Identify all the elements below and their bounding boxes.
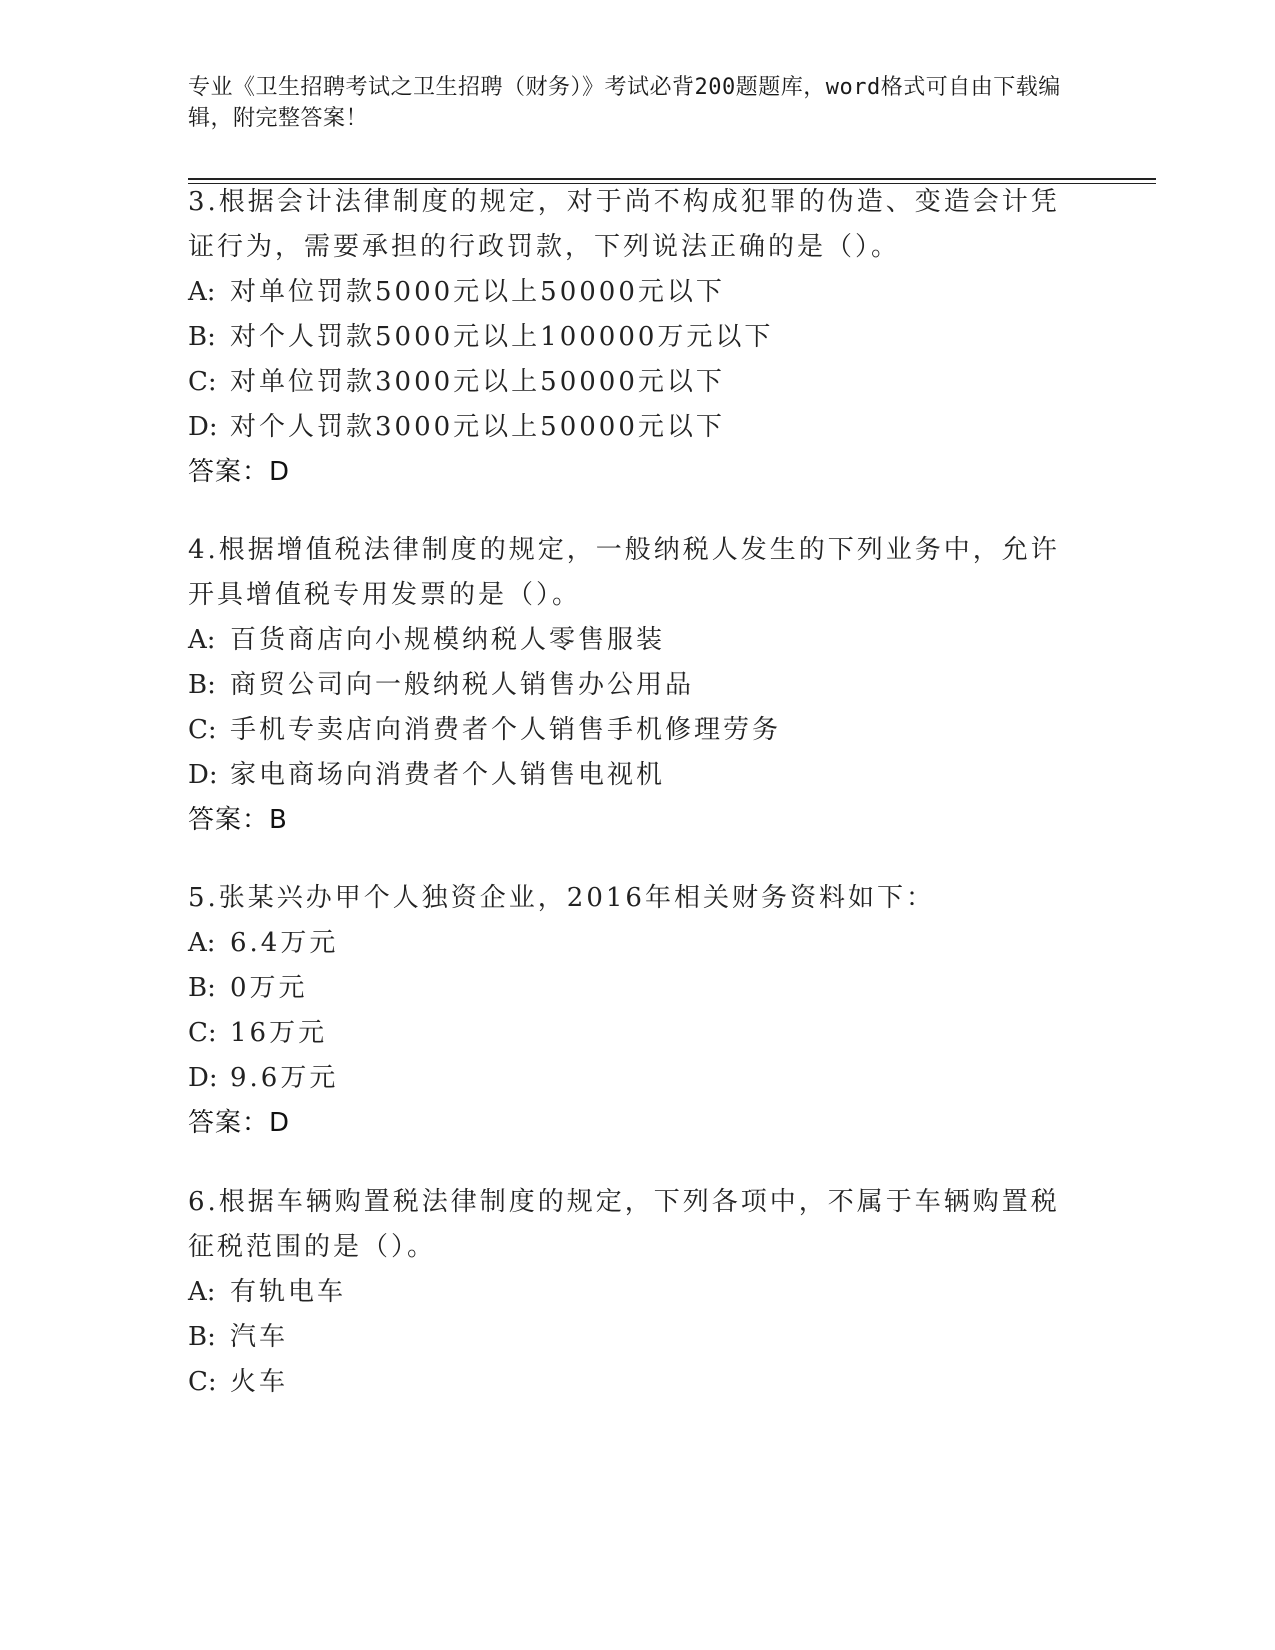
answer-line: 答案：B: [188, 805, 288, 835]
option-text: 对个人罚款3000元以上50000元以下: [230, 412, 725, 442]
option-text: 9.6万元: [230, 1063, 339, 1093]
option-text: 百货商店向小规模纳税人零售服装: [230, 625, 666, 655]
option-text: 对单位罚款5000元以上50000元以下: [230, 277, 725, 307]
option-letter: C:: [188, 715, 217, 745]
option-b: [188, 966, 1068, 1011]
option-letter: B:: [188, 973, 216, 1003]
question-stem: 6.根据车辆购置税法律制度的规定，下列各项中，不属于车辆购置税征税范围的是（）。: [188, 1187, 1060, 1262]
document-intro: 专业《卫生招聘考试之卫生招聘（财务）》考试必背200题题库，word格式可自由下载编辑，附完整答案！: [188, 75, 1061, 131]
option-d: [188, 753, 1068, 798]
option-letter: A:: [188, 1277, 216, 1307]
question-stem: 4.根据增值税法律制度的规定，一般纳税人发生的下列业务中，允许开具增值税专用发票的是（）。: [188, 535, 1060, 610]
option-letter: A:: [188, 277, 216, 307]
option-letter: D:: [188, 412, 218, 442]
option-text: 手机专卖店向消费者个人销售手机修理劳务: [230, 715, 782, 745]
option-letter: C:: [188, 367, 217, 397]
option-letter: D:: [188, 1063, 218, 1093]
question-stem: 3.根据会计法律制度的规定，对于尚不构成犯罪的伪造、变造会计凭证行为，需要承担的行政罚款，下列说法正确的是（）。: [188, 187, 1060, 262]
option-b: [188, 315, 1068, 360]
option-letter: C:: [188, 1018, 217, 1048]
question-6: [188, 1180, 1068, 1405]
option-letter: C:: [188, 1367, 217, 1397]
question-3: [188, 180, 1068, 495]
option-letter: D:: [188, 760, 218, 790]
option-a: [188, 1270, 1068, 1315]
option-letter: B:: [188, 322, 216, 352]
option-a: [188, 618, 1068, 663]
option-text: 家电商场向消费者个人销售电视机: [230, 760, 666, 790]
option-text: 商贸公司向一般纳税人销售办公用品: [230, 670, 695, 700]
option-text: 16万元: [230, 1018, 328, 1048]
option-a: [188, 921, 1068, 966]
option-text: 有轨电车: [230, 1277, 347, 1307]
option-text: 汽车: [230, 1322, 289, 1352]
option-c: [188, 708, 1068, 753]
question-stem: 5.张某兴办甲个人独资企业，2016年相关财务资料如下：: [188, 883, 935, 913]
option-text: 对单位罚款3000元以上50000元以下: [230, 367, 725, 397]
option-c: [188, 1360, 1068, 1405]
option-text: 火车: [230, 1367, 289, 1397]
option-text: 0万元: [230, 973, 308, 1003]
option-b: [188, 663, 1068, 708]
option-letter: A:: [188, 625, 216, 655]
answer-line: 答案：D: [188, 457, 291, 487]
option-d: [188, 1056, 1068, 1101]
option-c: [188, 1011, 1068, 1056]
answer-line: 答案：D: [188, 1108, 291, 1138]
option-text: 对个人罚款5000元以上100000万元以下: [230, 322, 774, 352]
question-5: [188, 876, 1068, 1146]
option-c: [188, 360, 1068, 405]
option-letter: B:: [188, 670, 216, 700]
option-a: [188, 270, 1068, 315]
option-letter: A:: [188, 928, 216, 958]
question-4: [188, 528, 1068, 843]
option-letter: B:: [188, 1322, 216, 1352]
option-b: [188, 1315, 1068, 1360]
option-text: 6.4万元: [230, 928, 339, 958]
option-d: [188, 405, 1068, 450]
